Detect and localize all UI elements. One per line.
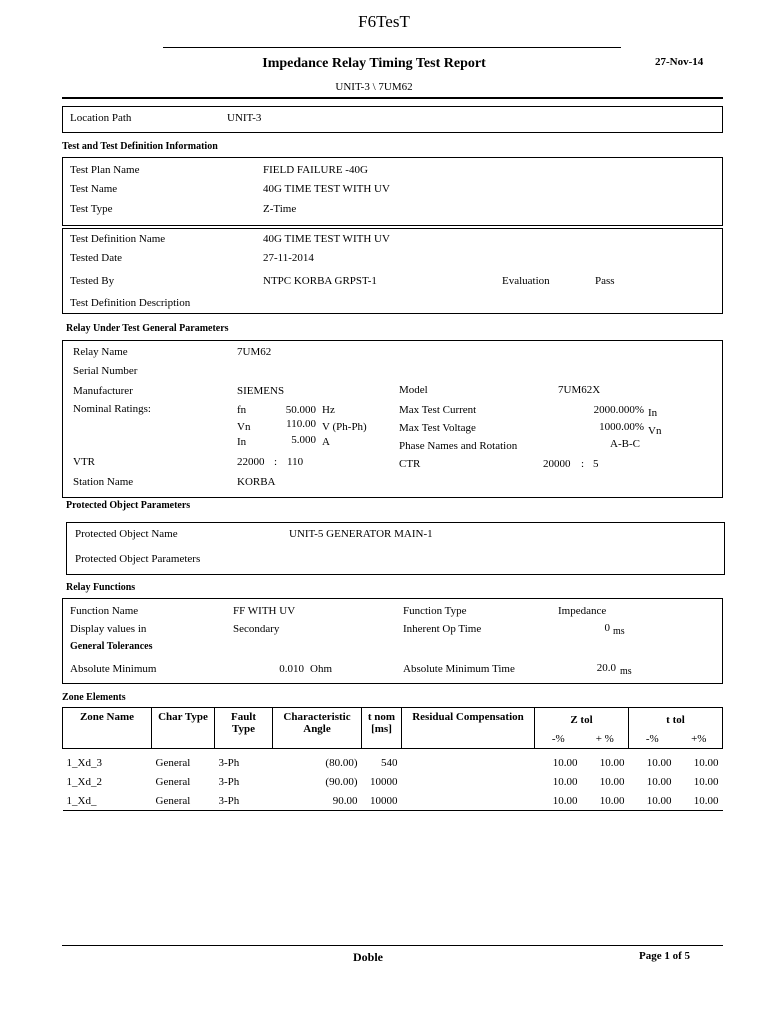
ttol-minus-cell: 10.00 xyxy=(646,756,672,769)
model: 7UM62X xyxy=(558,384,601,396)
ctr-separator: : xyxy=(581,458,585,470)
ttol-plus-cell: 10.00 xyxy=(693,794,719,807)
abs-min-time-unit: ms xyxy=(620,666,632,677)
max-voltage-label: Max Test Voltage xyxy=(399,422,476,434)
function-type: Impedance xyxy=(558,605,607,617)
protected-name-label: Protected Object Name xyxy=(75,528,178,540)
ztol-plus-cell: 10.00 xyxy=(599,756,625,769)
fault-type-header-line1: Fault xyxy=(230,711,257,723)
tolerances-label: General Tolerances xyxy=(70,641,153,652)
ztol-header: Z tol xyxy=(535,708,629,730)
station-label: Station Name xyxy=(73,476,134,488)
tested-by-label: Tested By xyxy=(70,275,115,287)
evaluation-label: Evaluation xyxy=(502,275,550,287)
tested-date: 27-11-2014 xyxy=(263,252,314,264)
report-subtitle: UNIT-3 \ 7UM62 xyxy=(335,81,413,93)
protected-params-label: Protected Object Parameters xyxy=(75,553,201,565)
inherent-value: 0 xyxy=(604,622,610,634)
phase-value: A-B-C xyxy=(610,438,640,450)
manufacturer: SIEMENS xyxy=(237,385,285,397)
tnom-cell: 10000 xyxy=(370,794,398,807)
test-type: Z-Time xyxy=(263,203,297,215)
footer-rule xyxy=(62,945,723,946)
ttol-header: t tol xyxy=(666,714,685,726)
ttol-plus-cell: 10.00 xyxy=(693,775,719,788)
test-name-label: Test Name xyxy=(70,183,118,195)
tnom-header-line2: [ms] xyxy=(371,723,392,735)
location-box xyxy=(62,106,723,133)
footer-page-number: Page 1 of 5 xyxy=(639,950,691,962)
fault-type-cell: 3-Ph xyxy=(218,756,240,769)
char-type-cell: General xyxy=(155,794,191,807)
ctr-primary: 20000 xyxy=(543,458,571,470)
section-test-def: Test and Test Definition Information xyxy=(62,141,218,152)
residual-header: Residual Compensation xyxy=(402,708,535,749)
report-title: Impedance Relay Timing Test Report xyxy=(262,56,486,71)
angle-header-line2: Angle xyxy=(303,723,331,735)
manufacturer-label: Manufacturer xyxy=(73,385,133,397)
ztol-minus-header: -% xyxy=(551,733,565,745)
ztol-plus-cell: 10.00 xyxy=(599,794,625,807)
fault-type-cell: 3-Ph xyxy=(218,775,240,788)
tnom-header-line1: t nom xyxy=(367,711,396,723)
abs-min-time-value: 20.0 xyxy=(596,662,616,674)
vtr-label: VTR xyxy=(73,456,95,468)
angle-cell: 90.00 xyxy=(332,794,358,807)
ctr-label: CTR xyxy=(399,458,421,470)
zone-name-header: Zone Name xyxy=(63,708,152,749)
ttol-plus-header: +% xyxy=(691,733,707,745)
fn-label: fn xyxy=(237,404,247,416)
zone-name-cell: 1_Xd_3 xyxy=(66,756,102,769)
max-current: 2000.000% xyxy=(593,404,644,416)
angle-cell: (90.00) xyxy=(325,775,358,788)
char-type-header: Char Type xyxy=(152,708,215,749)
abs-min-unit: Ohm xyxy=(310,663,332,675)
ttol-minus-cell: 10.00 xyxy=(646,775,672,788)
fault-type-header xyxy=(215,708,273,749)
fault-type-cell: 3-Ph xyxy=(218,794,240,807)
section-zone-elements: Zone Elements xyxy=(62,692,126,703)
tnom-header xyxy=(362,708,402,749)
nominal-label: Nominal Ratings: xyxy=(73,403,151,415)
angle-header-line1: Characteristic xyxy=(283,711,351,723)
section-protected: Protected Object Parameters xyxy=(66,500,191,511)
header-rule-bottom xyxy=(62,97,723,99)
max-current-label: Max Test Current xyxy=(399,404,477,416)
zone-name-cell: 1_Xd_ xyxy=(66,794,97,807)
ztol-minus-cell: 10.00 xyxy=(552,756,578,769)
ztol-minus-cell: 10.00 xyxy=(552,775,578,788)
char-type-cell: General xyxy=(155,775,191,788)
report-date: 27-Nov-14 xyxy=(655,56,704,68)
vn-label: Vn xyxy=(237,421,251,433)
test-plan-name-label: Test Plan Name xyxy=(70,164,140,176)
tested-by: NTPC KORBA GRPST-1 xyxy=(263,275,377,287)
section-relay-params: Relay Under Test General Parameters xyxy=(66,323,229,334)
angle-cell: (80.00) xyxy=(325,756,358,769)
in-label: In xyxy=(237,436,247,448)
table-row xyxy=(63,791,723,811)
ztol-minus-cell: 10.00 xyxy=(552,794,578,807)
function-type-label: Function Type xyxy=(403,605,467,617)
char-type-cell: General xyxy=(155,756,191,769)
in-value: 5.000 xyxy=(291,434,316,446)
def-name-label: Test Definition Name xyxy=(70,233,166,245)
ztol-plus-cell: 10.00 xyxy=(599,775,625,788)
protected-name: UNIT-5 GENERATOR MAIN-1 xyxy=(289,528,433,540)
model-label: Model xyxy=(399,384,428,396)
in-unit: A xyxy=(322,436,330,448)
ttol-plus-cell: 10.00 xyxy=(693,756,719,769)
evaluation-value: Pass xyxy=(595,275,615,287)
description-label: Test Definition Description xyxy=(70,297,191,309)
inherent-label: Inherent Op Time xyxy=(403,623,482,635)
footer-company: Doble xyxy=(353,950,383,964)
ztol-plus-header: + % xyxy=(582,729,629,749)
fn-value: 50.000 xyxy=(285,404,316,416)
vn-unit: V (Ph-Ph) xyxy=(322,421,367,433)
test-plan-box xyxy=(62,157,723,226)
tnom-cell: 10000 xyxy=(370,775,398,788)
brand-title: F6TesT xyxy=(358,12,410,31)
table-row xyxy=(63,772,723,791)
section-relay-functions: Relay Functions xyxy=(66,582,136,593)
relay-params-box xyxy=(62,340,723,498)
table-row xyxy=(63,753,723,772)
tnom-cell: 540 xyxy=(381,756,398,769)
relay-name-label: Relay Name xyxy=(73,346,128,358)
serial-label: Serial Number xyxy=(73,365,138,377)
function-name: FF WITH UV xyxy=(233,605,296,617)
location-label: Location Path xyxy=(70,112,132,124)
max-current-unit: In xyxy=(648,407,658,419)
test-plan-name: FIELD FAILURE -40G xyxy=(263,164,368,176)
abs-min-label: Absolute Minimum xyxy=(70,663,157,675)
phase-label: Phase Names and Rotation xyxy=(399,440,518,452)
fault-type-header-line2: Type xyxy=(231,723,256,735)
fn-unit: Hz xyxy=(322,404,335,416)
abs-min-time-label: Absolute Minimum Time xyxy=(403,663,515,675)
max-voltage-unit: Vn xyxy=(648,425,662,437)
max-voltage: 1000.00% xyxy=(599,421,644,433)
inherent-unit: ms xyxy=(613,626,625,637)
zone-table xyxy=(62,707,723,811)
display-value: Secondary xyxy=(233,623,280,635)
location-value: UNIT-3 xyxy=(227,112,262,124)
ttol-minus-header: -% xyxy=(645,733,659,745)
vn-value: 110.00 xyxy=(286,418,316,430)
def-name: 40G TIME TEST WITH UV xyxy=(263,233,390,245)
relay-name: 7UM62 xyxy=(237,346,272,358)
vtr-separator: : xyxy=(274,456,278,468)
zone-name-cell: 1_Xd_2 xyxy=(66,775,102,788)
vtr-primary: 22000 xyxy=(237,456,265,468)
abs-min-value: 0.010 xyxy=(279,663,304,675)
display-label: Display values in xyxy=(70,623,147,635)
function-name-label: Function Name xyxy=(70,605,139,617)
station-value: KORBA xyxy=(237,476,276,488)
test-name: 40G TIME TEST WITH UV xyxy=(263,183,390,195)
ttol-minus-cell: 10.00 xyxy=(646,794,672,807)
angle-header xyxy=(273,708,362,749)
test-type-label: Test Type xyxy=(70,203,113,215)
header-rule xyxy=(163,47,621,48)
ctr-secondary: 5 xyxy=(593,458,599,470)
tested-date-label: Tested Date xyxy=(70,252,123,264)
vtr-secondary: 110 xyxy=(287,456,304,468)
